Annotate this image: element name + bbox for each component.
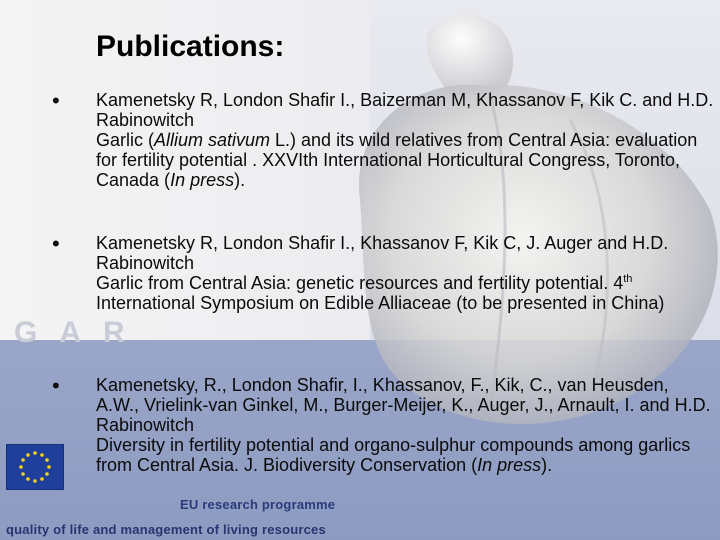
eu-flag-icon [6,444,64,490]
publication-authors: Kamenetsky R, London Shafir I., Khassanov F, Kik C, J. Auger and H.D. Rabinowitch [96,233,669,273]
eu-research-programme-label: EU research programme [180,497,336,512]
bullet-3: • [52,373,60,398]
publication-authors: Kamenetsky R, London Shafir I., Baizerman M, Khassanov F, Kik C. and H.D. Rabinowitch [96,90,714,130]
bullet-2: • [52,231,60,256]
ghost-watermark-letters: GAR [14,316,147,349]
programme-footer: quality of life and management of living resources [6,522,326,537]
garlic-bulb-image [340,10,720,430]
garlic-stem [427,15,513,95]
eu-stars-icon [7,445,63,489]
publication-3 [96,375,714,475]
publication-1 [96,90,714,190]
publication-2 [96,233,714,313]
publication-body: Garlic (Allium sativum L.) and its wild relatives from Central Asia: evaluation for fertility potential . XXVIth International Horticultural Congress, Toronto, Canada (In press). [96,130,698,190]
page-title: Publications: [96,30,285,63]
bullet-1: • [52,88,60,113]
publication-authors: Kamenetsky, R., London Shafir, I., Khassanov, F., Kik, C., van Heusden, A.W., Vrielink-van Ginkel, M., Burger-Meijer, K., Auger, J., Arnault, I. and H.D. Rabinowitch [96,375,711,435]
publication-body: Garlic from Central Asia: genetic resources and fertility potential. 4th International Symposium on Edible Alliaceae (to be presented in China) [96,273,665,313]
publication-body: Diversity in fertility potential and organo-sulphur compounds among garlics from Central Asia. J. Biodiversity Conservation (In press). [96,435,691,475]
